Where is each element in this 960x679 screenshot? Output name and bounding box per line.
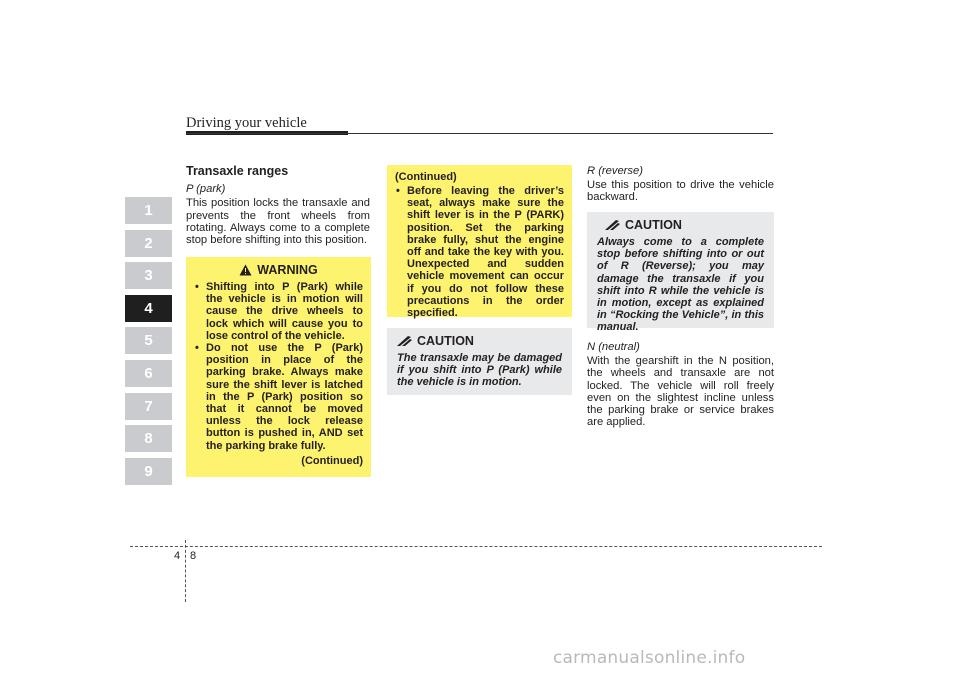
continued-list	[395, 185, 564, 319]
caution-pencil-icon	[397, 336, 412, 346]
warning-list	[194, 281, 363, 452]
warning-box	[186, 257, 371, 477]
header-rule	[186, 133, 773, 134]
warning-heading	[194, 263, 363, 277]
chapter-tab-1[interactable]: 1	[125, 197, 172, 224]
column-3	[587, 165, 774, 204]
footer-chapter-number: 4	[174, 550, 181, 562]
chapter-tab-6[interactable]: 6	[125, 360, 172, 387]
footer-page-number: 8	[190, 550, 197, 562]
footer-rule	[130, 546, 822, 547]
p-park-heading: P (park)	[186, 183, 226, 196]
caution-heading-label: CAUTION	[417, 334, 474, 348]
p-park-text: This position locks the transaxle and prevents the front wheels from rotating. Always come to a complete stop before shifting into this position.	[186, 197, 370, 247]
caution-pencil-icon	[605, 220, 620, 230]
chapter-tab-7[interactable]: 7	[125, 393, 172, 420]
chapter-tab-3[interactable]: 3	[125, 262, 172, 289]
n-neutral-heading: N (neutral)	[587, 341, 640, 353]
header-title: Driving your vehicle	[186, 115, 307, 131]
caution-heading	[605, 218, 764, 232]
watermark: carmanualsonline.info	[553, 648, 746, 668]
n-neutral-text: With the gearshift in the N position, the wheels and transaxle are not locked. The vehicle will roll freely even on the slightest incline unless the parking brake or service brakes are applied.	[587, 355, 774, 429]
chapter-tabs	[125, 197, 172, 490]
footer-divider	[185, 540, 186, 602]
continued-warning-box	[387, 165, 572, 320]
warning-triangle-icon	[239, 264, 252, 276]
warning-continued: (Continued)	[301, 454, 363, 467]
section-title: Transaxle ranges	[186, 164, 289, 178]
chapter-tab-5[interactable]: 5	[125, 327, 172, 354]
caution-box-reverse	[587, 212, 774, 334]
warning-item: • Do not use the P (Park) position in place of the parking brake. Always make sure the shift lever is latched in the P (Park) position so that it cannot be moved unless the lock release button is pushed in, AND set the parking brake fully.	[194, 342, 363, 452]
column-1	[186, 165, 370, 246]
continued-label: (Continued)	[395, 171, 457, 183]
caution-heading-label: CAUTION	[625, 218, 682, 232]
chapter-tab-2[interactable]: 2	[125, 230, 172, 257]
neutral-section	[587, 341, 774, 428]
chapter-tab-8[interactable]: 8	[125, 425, 172, 452]
caution-text: Always come to a complete stop before shifting into or out of R (Reverse); you may damage the transaxle if you shift into R while the vehicle is in motion, except as explained in “Rocking the Vehicle”, in this manual.	[597, 236, 764, 334]
chapter-tab-4[interactable]: 4	[125, 295, 172, 322]
chapter-tab-9[interactable]: 9	[125, 458, 172, 485]
warning-item: • Shifting into P (Park) while the vehicle is in motion will cause the drive wheels to lock which will cause you to lose control of the vehicle.	[194, 281, 363, 342]
caution-text: The transaxle may be damaged if you shift into P (Park) while the vehicle is in motion.	[397, 352, 562, 389]
caution-box-transaxle	[387, 328, 572, 395]
r-reverse-heading: R (reverse)	[587, 165, 643, 177]
r-reverse-text: Use this position to drive the vehicle backward.	[587, 179, 774, 204]
warning-heading-label: WARNING	[257, 263, 318, 277]
caution-heading	[397, 334, 562, 348]
continued-item: • Before leaving the driver’s seat, always make sure the shift lever is in the P (PARK) position. Set the parking brake fully, shut the engine off and take the key with you. Unexpected and sudden vehicle movement can occur if you do not follow these precautions in the order specified.	[395, 185, 564, 319]
